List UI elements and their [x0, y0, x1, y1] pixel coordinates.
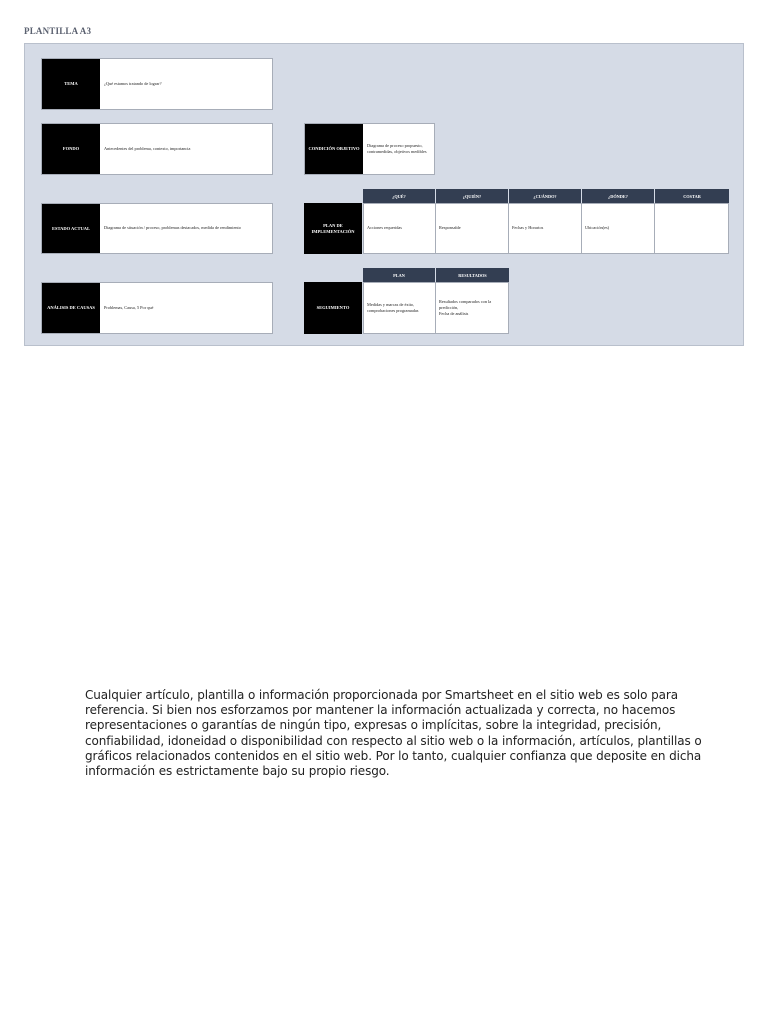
seguimiento-header-plan: PLAN [363, 268, 436, 282]
seguimiento-cell-resultados: Resultados comparados con la predicción, Fecha de análisis [435, 282, 509, 334]
plan-cell-cuando: Fechas y Horarios [508, 203, 582, 254]
condicion-row [304, 123, 435, 175]
tema-label: TEMA [42, 59, 100, 109]
plan-header-donde: ¿DÓNDE? [582, 189, 655, 203]
plan-header-costar: COSTAR [655, 189, 729, 203]
estado-row [41, 203, 273, 254]
plan-label: PLAN DE IMPLEMENTACIÓN [304, 203, 362, 254]
a3-template-panel [24, 43, 744, 346]
fondo-value: Antecedentes del problema, contexto, importancia [100, 124, 272, 174]
plan-header-cuando: ¿CUÁNDO? [509, 189, 582, 203]
estado-label: ESTADO ACTUAL [42, 204, 100, 253]
condicion-label: CONDICIÓN OBJETIVO [305, 124, 363, 174]
fondo-row [41, 123, 273, 175]
tema-value: ¿Qué estamos tratando de lograr? [100, 59, 272, 109]
seguimiento-cell-plan: Medidas y marcas de éxito, comprobaciones programadas [363, 282, 436, 334]
condicion-value: Diagrama de proceso propuesto, contramedidas, objetivos medibles [363, 124, 434, 174]
fondo-label: FONDO [42, 124, 100, 174]
page-title: PLANTILLA A3 [24, 26, 92, 36]
tema-row [41, 58, 273, 110]
seguimiento-label: SEGUIMIENTO [304, 282, 362, 334]
plan-header-que: ¿QUÉ? [363, 189, 436, 203]
plan-cell-donde: Ubicación(es) [581, 203, 655, 254]
plan-header-quien: ¿QUIÉN? [436, 189, 509, 203]
plan-cell-que: Acciones requeridas [363, 203, 436, 254]
analisis-label: ANÁLISIS DE CAUSAS [42, 283, 100, 333]
plan-cell-costar [654, 203, 729, 254]
analisis-value: Problemas, Causa, 5 Por qué [100, 283, 272, 333]
seguimiento-header-resultados: RESULTADOS [436, 268, 509, 282]
analisis-row [41, 282, 273, 334]
plan-cell-quien: Responsable [435, 203, 509, 254]
disclaimer-text: Cualquier artículo, plantilla o información proporcionada por Smartsheet en el sitio web es solo para referencia. Si bien nos esforzamos por mantener la información actualizada y correcta, no hacemos representaciones o garantías de ningún tipo, expresas o implícitas, sobre la integridad, precisión, confiabilidad, idoneidad o disponibilidad con respecto al sitio web o la información, artículos, plantillas o gráficos relacionados contenidos en el sitio web. Por lo tanto, cualquier confianza que deposite en dicha información es estrictamente bajo su propio riesgo. [85, 688, 702, 779]
estado-value: Diagrama de situación / proceso, problemas destacados, medida de rendimiento [100, 204, 272, 253]
